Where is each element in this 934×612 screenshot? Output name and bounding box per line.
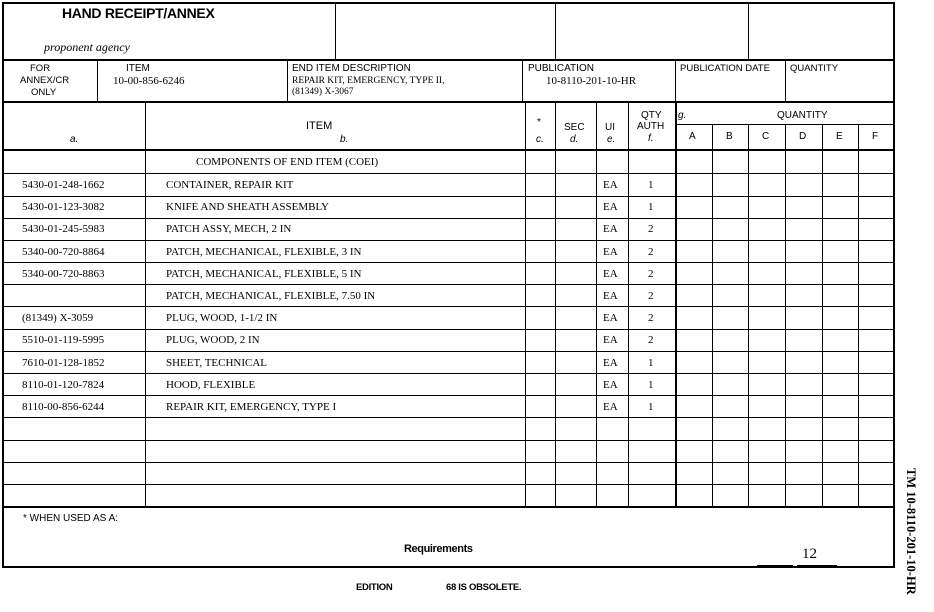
col-ui-header: UI <box>605 122 615 133</box>
quantity-col-f: F <box>872 131 879 142</box>
column-divider <box>675 102 677 506</box>
item-description: SHEET, TECHNICAL <box>166 357 268 369</box>
column-divider <box>858 124 859 506</box>
item-description: CONTAINER, REPAIR KIT <box>166 179 294 191</box>
quantity-authorized: 2 <box>648 290 654 302</box>
stock-number: 5430-01-123-3082 <box>22 201 105 213</box>
col-e-label: e. <box>607 134 616 145</box>
row-line <box>2 484 895 485</box>
divider <box>748 2 749 60</box>
col-item-header: ITEM <box>306 120 333 132</box>
item-description: PATCH, MECHANICAL, FLEXIBLE, 5 IN <box>166 268 362 280</box>
quantity-authorized: 2 <box>648 334 654 346</box>
quantity-authorized: 1 <box>648 201 654 213</box>
column-divider <box>822 124 823 506</box>
col-qty-header: QTY <box>641 110 662 121</box>
quantity-label: QUANTITY <box>790 63 839 74</box>
underline <box>757 565 793 566</box>
column-divider <box>785 124 786 506</box>
divider <box>676 124 895 125</box>
divider <box>287 60 288 102</box>
item-description: PATCH, MECHANICAL, FLEXIBLE, 7.50 IN <box>166 290 376 302</box>
row-line <box>2 462 895 463</box>
item-description: REPAIR KIT, EMERGENCY, TYPE I <box>166 401 337 413</box>
row-line <box>2 395 895 396</box>
unit-of-issue: EA <box>603 379 618 391</box>
unit-of-issue: EA <box>603 290 618 302</box>
stock-number: 5340-00-720-8863 <box>22 268 105 280</box>
row-line <box>2 284 895 285</box>
divider <box>2 149 895 151</box>
item-description: PATCH, MECHANICAL, FLEXIBLE, 3 IN <box>166 246 362 258</box>
quantity-col-a: A <box>689 131 696 142</box>
col-b-label: b. <box>340 134 349 145</box>
section-header: COMPONENTS OF END ITEM (COEI) <box>196 156 379 168</box>
edition-label: EDITION <box>356 582 393 593</box>
quantity-col-d: D <box>799 131 807 142</box>
quantity-col-b: B <box>726 131 733 142</box>
divider <box>335 2 336 60</box>
stock-number: 7610-01-128-1852 <box>22 357 105 369</box>
quantity-authorized: 1 <box>648 179 654 191</box>
unit-of-issue: EA <box>603 223 618 235</box>
col-star: * <box>537 117 541 128</box>
quantity-authorized: 1 <box>648 379 654 391</box>
column-divider <box>628 102 629 506</box>
quantity-authorized: 2 <box>648 312 654 324</box>
quantity-col-e: E <box>836 131 843 142</box>
unit-of-issue: EA <box>603 179 618 191</box>
quantity-authorized: 2 <box>648 268 654 280</box>
unit-of-issue: EA <box>603 268 618 280</box>
row-line <box>2 240 895 241</box>
requirements-label: Requirements <box>404 543 473 555</box>
obsolete-note: 68 IS OBSOLETE. <box>446 582 522 593</box>
column-divider <box>525 102 526 506</box>
row-line <box>2 351 895 352</box>
for-label: FOR <box>30 63 51 74</box>
divider <box>2 101 895 103</box>
unit-of-issue: EA <box>603 201 618 213</box>
row-line <box>2 417 895 418</box>
stock-number: 8110-00-856-6244 <box>22 401 105 413</box>
quantity-authorized: 1 <box>648 357 654 369</box>
stock-number: (81349) X-3059 <box>22 312 94 324</box>
quantity-authorized: 2 <box>648 246 654 258</box>
divider <box>555 2 556 60</box>
unit-of-issue: EA <box>603 334 618 346</box>
form-title: HAND RECEIPT/ANNEX <box>62 5 215 21</box>
item-description: KNIFE AND SHEATH ASSEMBLY <box>166 201 330 213</box>
row-line <box>2 329 895 330</box>
underline <box>797 565 837 566</box>
stock-number: 5430-01-248-1662 <box>22 179 105 191</box>
only-label: ONLY <box>31 87 57 98</box>
quantity-col-c: C <box>762 131 770 142</box>
col-d-label: d. <box>570 134 579 145</box>
page-number: 12 <box>802 546 817 562</box>
col-f-label: f. <box>648 133 654 144</box>
stock-number: 5430-01-245-5983 <box>22 223 105 235</box>
row-line <box>2 262 895 263</box>
unit-of-issue: EA <box>603 401 618 413</box>
column-divider <box>555 102 556 506</box>
column-divider <box>748 124 749 506</box>
row-line <box>2 173 895 174</box>
col-sec-header: SEC <box>564 122 585 133</box>
footer-note: * WHEN USED AS A: <box>23 513 119 524</box>
publication-date-label: PUBLICATION DATE <box>680 63 770 74</box>
item-description: HOOD, FLEXIBLE <box>166 379 256 391</box>
col-c-label: c. <box>536 134 544 145</box>
unit-of-issue: EA <box>603 312 618 324</box>
unit-of-issue: EA <box>603 357 618 369</box>
column-divider <box>712 124 713 506</box>
divider <box>522 60 523 102</box>
item-description: PLUG, WOOD, 1-1/2 IN <box>166 312 278 324</box>
divider <box>97 60 98 102</box>
publication-number: 10-8110-201-10-HR <box>546 75 637 87</box>
quantity-authorized: 2 <box>648 223 654 235</box>
annex-cr-label: ANNEX/CR <box>20 75 70 86</box>
col-quantity-header: QUANTITY <box>777 110 828 121</box>
unit-of-issue: EA <box>603 246 618 258</box>
publication-label: PUBLICATION <box>528 63 594 74</box>
end-item-description-label: END ITEM DESCRIPTION <box>292 63 411 74</box>
stock-number: 8110-01-120-7824 <box>22 379 105 391</box>
col-a-label: a. <box>70 134 79 145</box>
proponent-agency: proponent agency <box>44 40 130 54</box>
divider <box>2 59 895 61</box>
item-description: PATCH ASSY, MECH, 2 IN <box>166 223 292 235</box>
end-item-description: REPAIR KIT, EMERGENCY, TYPE II, <box>292 76 445 86</box>
divider <box>2 506 895 508</box>
divider <box>675 60 676 102</box>
row-line <box>2 440 895 441</box>
side-document-label: TM 10-8110-201-10-HR <box>904 468 918 595</box>
stock-number: 5510-01-119-5995 <box>22 334 105 346</box>
end-item-code: (81349) X-3067 <box>292 87 354 97</box>
item-number: 10-00-856-6246 <box>113 75 185 87</box>
row-line <box>2 218 895 219</box>
col-g-label: g. <box>678 110 687 121</box>
column-divider <box>596 102 597 506</box>
column-divider <box>145 102 146 506</box>
row-line <box>2 373 895 374</box>
col-auth-header: AUTH <box>637 121 665 132</box>
item-description: PLUG, WOOD, 2 IN <box>166 334 260 346</box>
row-line <box>2 196 895 197</box>
stock-number: 5340-00-720-8864 <box>22 246 105 258</box>
quantity-authorized: 1 <box>648 401 654 413</box>
divider <box>785 60 786 102</box>
row-line <box>2 306 895 307</box>
item-label: ITEM <box>126 63 150 74</box>
